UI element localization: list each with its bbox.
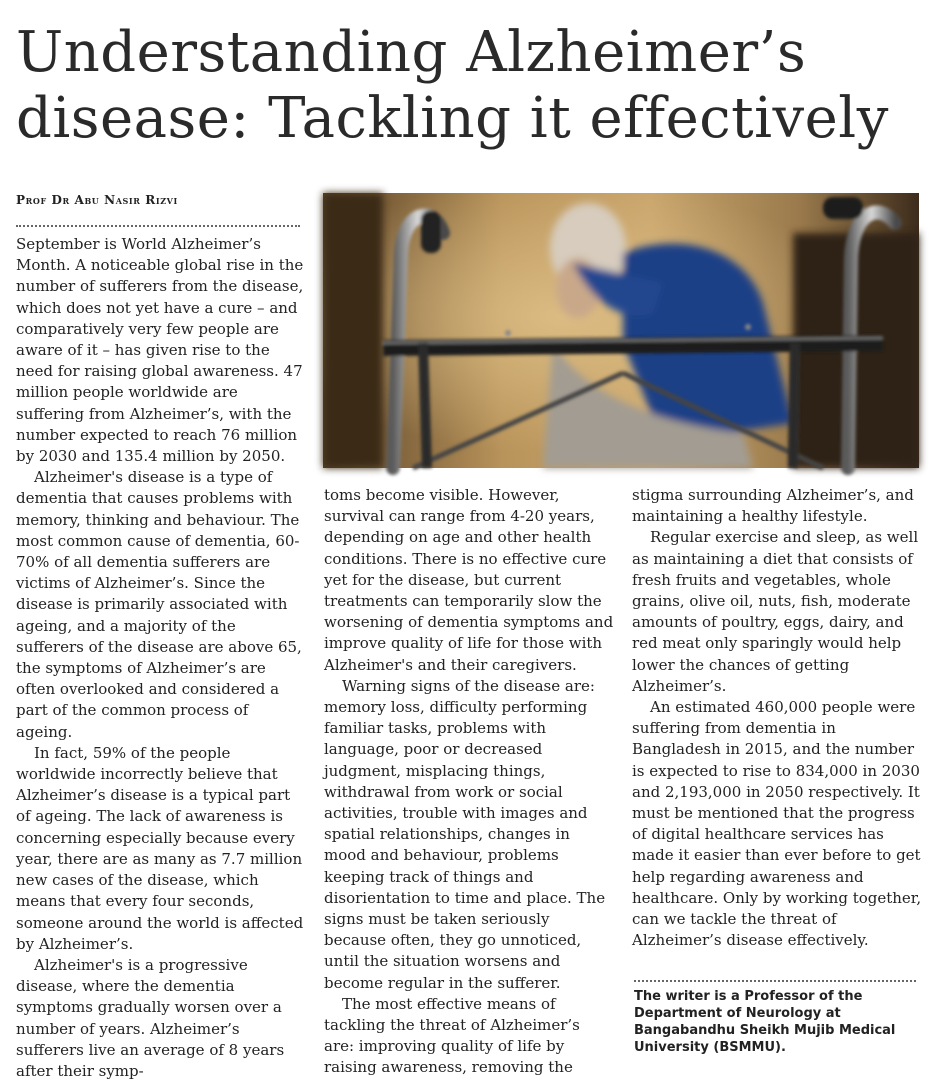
article-column-1 bbox=[16, 234, 304, 1082]
article-paragraph: toms become visible. However, survival can range from 4-20 years, depending on age and other health conditions. There is no effective cure yet for the disease, but current treatments can temporarily slow the worsening of dementia symptoms and improve quality of life for those with Alzheimer's and their caregivers. bbox=[324, 486, 614, 674]
article-paragraph: Regular exercise and sleep, as well as maintaining a diet that consists of fresh fruits and vegetables, whole grains, olive oil, nuts, fish, moderate amounts of poultry, eggs, dairy, and red meat only sparingly would help lower the chances of getting Alzheimer’s. bbox=[632, 528, 919, 695]
article-paragraph: Alzheimer's is a progressive disease, where the dementia symptoms gradually worsen over a number of years. Alzheimer’s sufferers live an average of 8 years after their symp- bbox=[16, 955, 285, 1080]
article-column-2 bbox=[324, 485, 614, 1079]
writer-note: The writer is a Professor of the Department of Neurology at Bangabandhu Sheikh Mujib Medical University (BSMMU). bbox=[634, 989, 896, 1055]
article-paragraph: stigma surrounding Alzheimer’s, and maintaining a healthy lifestyle. bbox=[632, 486, 914, 526]
article-column-3 bbox=[632, 485, 924, 951]
byline-divider bbox=[16, 225, 300, 227]
article-paragraph: September is World Alzheimer’s Month. A noticeable global rise in the number of sufferers from the disease, which does not yet have a cure – and comparatively very few people are aware of it – has given rise to the need for raising global awareness. 47 million people worldwide are suffering from Alzheimer’s, with the number expected to reach 76 million by 2030 and 135.4 million by 2050. bbox=[16, 235, 304, 466]
article-photo-elderly-man-with-walker bbox=[323, 193, 919, 468]
article-paragraph: The most effective means of tackling the threat of Alzheimer’s are: improving quality of life by raising awareness, removing the bbox=[324, 994, 580, 1077]
article-paragraph: An estimated 460,000 people were suffering from dementia in Bangladesh in 2015, and the number is expected to rise to 834,000 in 2030 and 2,193,000 in 2050 respectively. It must be mentioned that the progress of digital healthcare services has made it easier than ever before to get help regarding awareness and healthcare. Only by working together, can we tackle the threat of Alzheimer’s disease effectively. bbox=[632, 698, 922, 950]
article-paragraph: Warning signs of the disease are: memory loss, difficulty performing familiar tasks, problems with language, poor or decreased judgment, misplacing things, withdrawal from work or social activities, trouble with images and spatial relationships, changes in mood and behaviour, problems keeping track of things and disorientation to time and place. The signs must be taken seriously because often, they go unnoticed, until the situation worsens and become regular in the sufferer. bbox=[324, 676, 606, 992]
article-headline: Understanding Alzheimer’s disease: Tackling it effectively bbox=[16, 20, 889, 151]
author-byline: Prof Dr Abu Nasir Rizvi bbox=[16, 193, 178, 207]
writer-note-divider bbox=[634, 980, 916, 982]
article-paragraph: In fact, 59% of the people worldwide incorrectly believe that Alzheimer’s disease is a typical part of ageing. The lack of awareness is concerning especially because every year, there are as many as 7.7 million new cases of the disease, which means that every four seconds, someone around the world is affected by Alzheimer’s. bbox=[16, 743, 304, 953]
article-paragraph: Alzheimer's disease is a type of dementia that causes problems with memory, thinking and behaviour. The most common cause of dementia, 60-70% of all dementia sufferers are victims of Alzheimer’s. Since the disease is primarily associated with ageing, and a majority of the sufferers of the disease are above 65, the symptoms of Alzheimer’s are often overlooked and considered a part of the common process of ageing. bbox=[16, 468, 302, 741]
